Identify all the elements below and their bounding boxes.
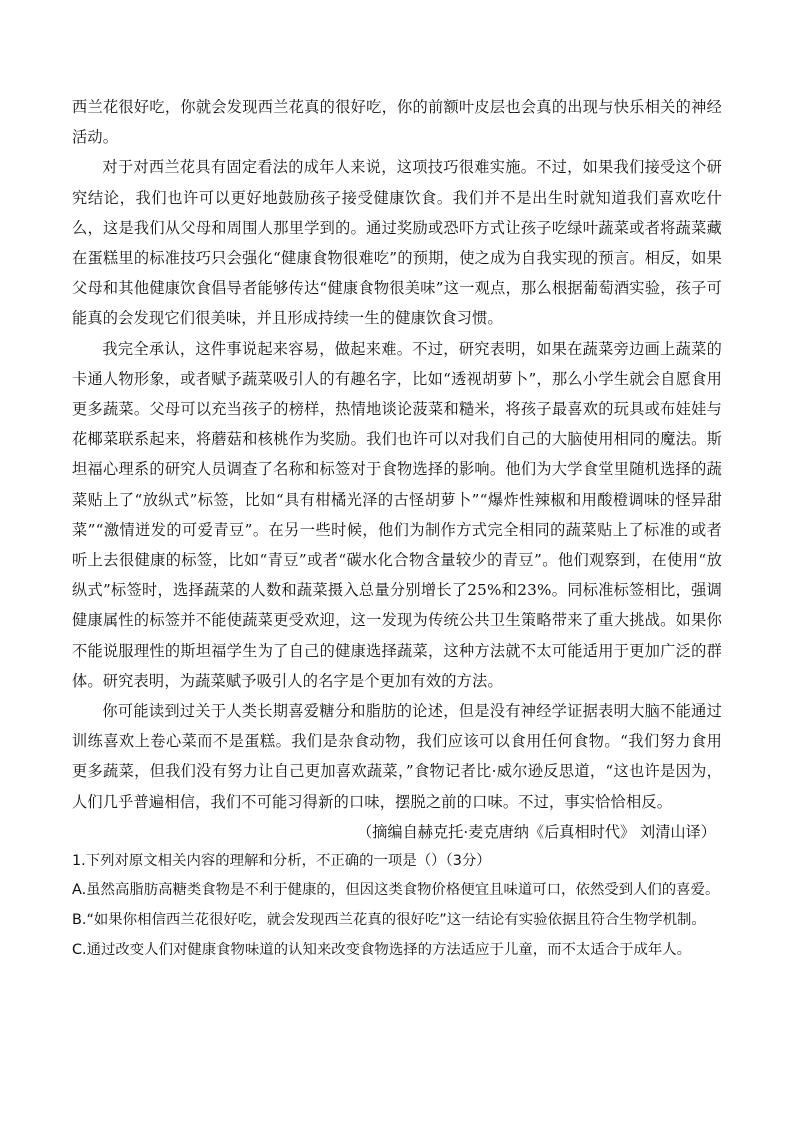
option-c: C.通过改变人们对健康食物味道的认知来改变食物选择的方法适应于儿童，而不太适合于成年人。	[72, 941, 692, 958]
paragraph-4: 你可能读到过关于人类长期喜爱糖分和脂肪的论述，但是没有神经学证据表明大脑不能通过训练喜欢上卷心菜而不是蛋糕。我们是杂食动物，我们应该可以食用任何食物。“我们努力食用更多蔬菜，但我们没有努力让自己更加喜欢蔬菜，”食物记者比·威尔逊反思道，“这也许是因为，人们几乎普遍相信，我们不可能习得新的口味，摆脱之前的口味。不过，事实恰恰相反。	[72, 702, 722, 811]
source-citation: （摘编自赫克托·麦克唐纳《后真相时代》 刘清山译）	[357, 822, 716, 841]
option-b: B.“如果你相信西兰花很好吃，就会发现西兰花真的很好吃”这一结论有实验依据且符合生物学机制。	[72, 912, 706, 929]
paragraph-1: 西兰花很好吃，你就会发现西兰花真的很好吃，你的前额叶皮层也会真的出现与快乐相关的神经活动。	[72, 98, 722, 147]
question-stem: 1.下列对原文相关内容的理解和分析，不正确的一项是（）（3分）	[72, 852, 491, 869]
document-page	[72, 92, 722, 965]
paragraph-3: 我完全承认，这件事说起来容易，做起来难。不过，研究表明，如果在蔬菜旁边画上蔬菜的卡通人物形象，或者赋予蔬菜吸引人的有趣名字，比如“透视胡萝卜”，那么小学生就会自愿食用更多蔬菜。父母可以充当孩子的榜样，热情地谈论菠菜和糙米，将孩子最喜欢的玩具或布娃娃与花椰菜联系起来，将蘑菇和核桃作为奖励。我们也许可以对我们自己的大脑使用相同的魔法。斯坦福心理系的研究人员调查了名称和标签对于食物选择的影响。他们为大学食堂里随机选择的蔬菜贴上了“放纵式”标签，比如“具有柑橘光泽的古怪胡萝卜”“爆炸性辣椒和用酸橙调味的怪异甜菜”“激情迸发的可爱青豆”。在另一些时候，他们为制作方式完全相同的蔬菜贴上了标准的或者听上去很健康的标签，比如“青豆”或者“碳水化合物含量较少的青豆”。他们观察到，在使用“放纵式”标签时，选择蔬菜的人数和蔬菜摄入总量分别增长了25%和23%。同标准标签相比，强调健康属性的标签并不能使蔬菜更受欢迎，这一发现为传统公共卫生策略带来了重大挑战。如果你不能说服理性的斯坦福学生为了自己的健康选择蔬菜，这种方法就不太可能适用于更加广泛的群体。研究表明，为蔬菜赋予吸引人的名字是个更加有效的方法。	[72, 339, 722, 690]
paragraph-2: 对于对西兰花具有固定看法的成年人来说，这项技巧很难实施。不过，如果我们接受这个研究结论，我们也许可以更好地鼓励孩子接受健康饮食。我们并不是出生时就知道我们喜欢吃什么，这是我们从父母和周围人那里学到的。通过奖励或恐吓方式让孩子吃绿叶蔬菜或者将蔬菜藏在蛋糕里的标准技巧只会强化“健康食物很难吃”的预期，使之成为自我实现的预言。相反，如果父母和其他健康饮食倡导者能够传达“健康食物很美味”这一观点，那么根据葡萄酒实验，孩子可能真的会发现它们很美味，并且形成持续一生的健康饮食习惯。	[72, 158, 722, 328]
option-a: A.虽然高脂肪高糖类食物是不利于健康的，但因这类食物价格便宜且味道可口，依然受到人们的喜爱。	[72, 882, 720, 899]
